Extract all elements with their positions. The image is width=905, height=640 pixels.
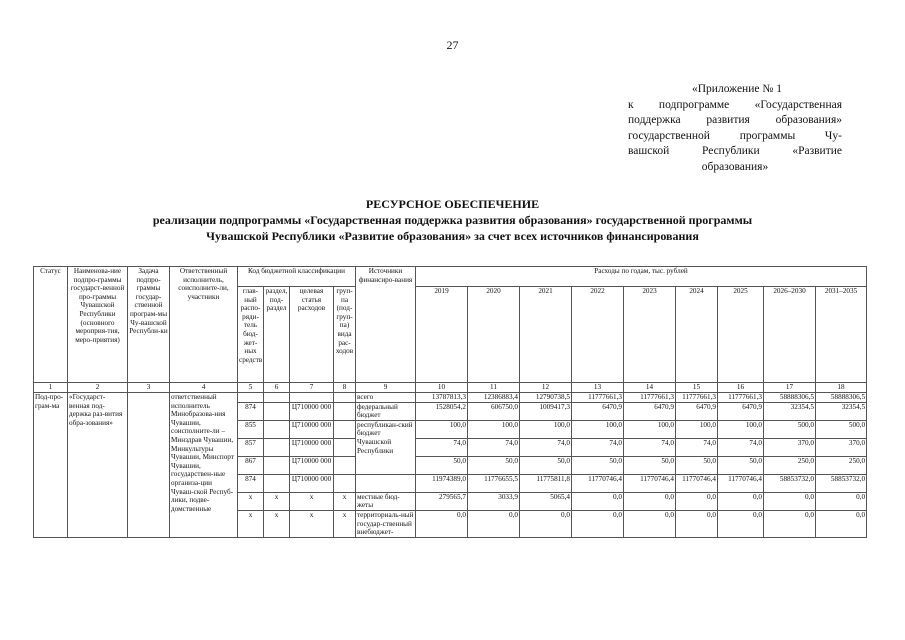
document-title	[0, 196, 905, 244]
source-cell: республикан-ский бюджет Чувашской Республики	[356, 420, 416, 474]
code-cs: Ц710000 000	[290, 420, 334, 438]
expense-value: 50,0	[624, 456, 676, 474]
expense-value: 500,0	[764, 420, 816, 438]
header-year: 2022	[572, 287, 624, 383]
code-rz	[264, 402, 290, 420]
header-year: 2023	[624, 287, 676, 383]
source-cell: территориаль-ный государ-ственный внебюджет-	[356, 510, 416, 537]
expense-value: 0,0	[468, 510, 520, 537]
responsible-cell: ответственный исполнитель Минобразова-ния Чувашии, соисполните-ли – Минздрав Чувашии, Минкультуры Чувашии, Минспорт Чувашии, государствен-ные организа-ции Чуваш-ской Респуб-лики, подве-домственные	[170, 393, 238, 538]
expense-value: 0,0	[816, 510, 867, 537]
code-cs	[290, 393, 334, 403]
column-number: 12	[520, 383, 572, 393]
expense-value: 0,0	[416, 510, 468, 537]
header-name: Наименова-ние подпро-граммы государст-венной про-граммы Чувашской Республики (основного мероприя-тия, меро-приятия)	[68, 267, 128, 383]
expense-value: 0,0	[718, 492, 764, 510]
expense-value: 11974389,0	[416, 474, 468, 492]
header-code-gl: глав-ный распо-ряди-тель бюд-жет-ных средств	[238, 287, 264, 383]
expense-value: 50,0	[416, 456, 468, 474]
expense-value: 250,0	[816, 456, 867, 474]
column-number: 6	[264, 383, 290, 393]
header-sources: Источники финансиро-вания	[356, 267, 416, 383]
expense-value: 74,0	[718, 438, 764, 456]
expense-value: 100,0	[416, 420, 468, 438]
header-budget-code: Код бюджетной классификации	[238, 267, 356, 287]
header-code-cs: целевая статья расходов	[290, 287, 334, 383]
column-number: 3	[128, 383, 170, 393]
code-gl: 874	[238, 474, 264, 492]
expense-value: 58888306,5	[764, 393, 816, 403]
resource-table	[33, 266, 867, 538]
expense-value: 0,0	[676, 492, 718, 510]
expense-value: 50,0	[676, 456, 718, 474]
expense-value: 32354,5	[816, 402, 867, 420]
code-cs: x	[290, 492, 334, 510]
expense-value: 11770746,4	[718, 474, 764, 492]
code-gl: x	[238, 492, 264, 510]
header-expenses: Расходы по годам, тыс. рублей	[416, 267, 867, 287]
expense-value: 74,0	[416, 438, 468, 456]
expense-value: 0,0	[676, 510, 718, 537]
header-code-rz: раздел, под-раздел	[264, 287, 290, 383]
code-cs: Ц710000 000	[290, 438, 334, 456]
column-number: 1	[34, 383, 68, 393]
expense-value: 50,0	[718, 456, 764, 474]
expense-value: 0,0	[718, 510, 764, 537]
column-number: 8	[334, 383, 356, 393]
column-number: 15	[676, 383, 718, 393]
expense-value: 58853732,0	[816, 474, 867, 492]
expense-value: 0,0	[764, 510, 816, 537]
column-number-row	[34, 383, 867, 393]
header-year: 2021	[520, 287, 572, 383]
task-cell	[128, 393, 170, 538]
expense-value: 13787813,3	[416, 393, 468, 403]
expense-value: 11776655,5	[468, 474, 520, 492]
code-rz	[264, 420, 290, 438]
table-row	[34, 393, 867, 403]
header-year: 2024	[676, 287, 718, 383]
expense-value: 74,0	[520, 438, 572, 456]
appendix-line: к подпрограмме «Государственная	[628, 98, 842, 111]
code-gl: x	[238, 510, 264, 537]
code-vr: x	[334, 510, 356, 537]
column-number: 18	[816, 383, 867, 393]
code-cs: Ц710000 000	[290, 474, 334, 492]
expense-value: 32354,5	[764, 402, 816, 420]
code-rz	[264, 393, 290, 403]
expense-value: 6470,9	[676, 402, 718, 420]
expense-value: 370,0	[764, 438, 816, 456]
expense-value: 606750,0	[468, 402, 520, 420]
code-gl: 874	[238, 402, 264, 420]
code-vr	[334, 456, 356, 474]
expense-value: 0,0	[624, 510, 676, 537]
source-cell: федеральный бюджет	[356, 402, 416, 420]
header-year: 2031–2035	[816, 287, 867, 383]
expense-value: 11770746,4	[676, 474, 718, 492]
code-gl: 855	[238, 420, 264, 438]
column-number: 10	[416, 383, 468, 393]
expense-value: 100,0	[676, 420, 718, 438]
code-rz	[264, 438, 290, 456]
code-gl	[238, 393, 264, 403]
expense-value: 0,0	[816, 492, 867, 510]
expense-value: 11777661,3	[572, 393, 624, 403]
expense-value: 11775811,8	[520, 474, 572, 492]
header-year: 2026–2030	[764, 287, 816, 383]
expense-value: 74,0	[572, 438, 624, 456]
appendix-note	[628, 82, 842, 175]
title-line-2: реализации подпрограммы «Государственная поддержка развития образования» государственной программы	[152, 213, 753, 227]
header-task: Задача подпро-граммы государ-ственной програм-мы Чу-вашской Республи-ки	[128, 267, 170, 383]
code-cs: x	[290, 510, 334, 537]
source-cell: всего	[356, 393, 416, 403]
expense-value: 100,0	[624, 420, 676, 438]
header-status: Статус	[34, 267, 68, 383]
expense-value: 370,0	[816, 438, 867, 456]
name-cell: «Государст-венная под-держка раз-вития обра-зования»	[68, 393, 128, 538]
expense-value: 74,0	[624, 438, 676, 456]
expense-value: 100,0	[718, 420, 764, 438]
expense-value: 0,0	[624, 492, 676, 510]
expense-value: 100,0	[520, 420, 572, 438]
code-rz: x	[264, 492, 290, 510]
appendix-line: государственной программы Чу-	[628, 129, 842, 142]
expense-value: 50,0	[572, 456, 624, 474]
header-code-vr: груп-па (под-груп-па) вида рас-ходов	[334, 287, 356, 383]
expense-value: 250,0	[764, 456, 816, 474]
expense-value: 6470,9	[718, 402, 764, 420]
column-number: 14	[624, 383, 676, 393]
appendix-line: «Приложение № 1	[692, 83, 782, 95]
expense-value: 50,0	[468, 456, 520, 474]
expense-value: 279565,7	[416, 492, 468, 510]
expense-value: 74,0	[468, 438, 520, 456]
column-number: 17	[764, 383, 816, 393]
appendix-line: поддержка развития образования»	[628, 114, 842, 126]
column-number: 7	[290, 383, 334, 393]
expense-value: 11777661,3	[718, 393, 764, 403]
code-vr	[334, 393, 356, 403]
code-vr	[334, 420, 356, 438]
source-cell	[356, 474, 416, 492]
code-rz	[264, 474, 290, 492]
code-vr	[334, 402, 356, 420]
header-year: 2025	[718, 287, 764, 383]
expense-value: 50,0	[520, 456, 572, 474]
column-number: 4	[170, 383, 238, 393]
code-vr: x	[334, 492, 356, 510]
column-number: 5	[238, 383, 264, 393]
header-year: 2019	[416, 287, 468, 383]
code-vr	[334, 474, 356, 492]
expense-value: 58888306,5	[816, 393, 867, 403]
title-line-1: РЕСУРСНОЕ ОБЕСПЕЧЕНИЕ	[365, 197, 540, 211]
expense-value: 1009417,3	[520, 402, 572, 420]
expense-value: 6470,9	[624, 402, 676, 420]
column-number: 16	[718, 383, 764, 393]
title-line-3: Чувашской Республики «Развитие образования» за счет всех источников финансирования	[206, 229, 699, 243]
column-number: 9	[356, 383, 416, 393]
code-cs: Ц710000 000	[290, 456, 334, 474]
column-number: 13	[572, 383, 624, 393]
appendix-line: образования»	[701, 160, 769, 173]
column-number: 2	[68, 383, 128, 393]
expense-value: 3033,9	[468, 492, 520, 510]
expense-value: 11770746,4	[624, 474, 676, 492]
header-responsible: Ответственный исполнитель, соисполните-ли, участники	[170, 267, 238, 383]
expense-value: 0,0	[572, 510, 624, 537]
expense-value: 1528054,2	[416, 402, 468, 420]
code-rz	[264, 456, 290, 474]
expense-value: 0,0	[520, 510, 572, 537]
expense-value: 0,0	[764, 492, 816, 510]
code-cs: Ц710000 000	[290, 402, 334, 420]
expense-value: 500,0	[816, 420, 867, 438]
expense-value: 0,0	[572, 492, 624, 510]
appendix-line: вашской Республики «Развитие	[628, 145, 842, 157]
expense-value: 11777661,3	[624, 393, 676, 403]
header-year: 2020	[468, 287, 520, 383]
code-gl: 857	[238, 438, 264, 456]
expense-value: 100,0	[468, 420, 520, 438]
expense-value: 100,0	[572, 420, 624, 438]
code-rz: x	[264, 510, 290, 537]
expense-value: 11777661,3	[676, 393, 718, 403]
expense-value: 11770746,4	[572, 474, 624, 492]
expense-value: 12386883,4	[468, 393, 520, 403]
source-cell: местные бюд-жеты	[356, 492, 416, 510]
page-number: 27	[446, 38, 459, 52]
expense-value: 58853732,0	[764, 474, 816, 492]
status-cell: Под-про-грам-ма	[34, 393, 68, 538]
column-number: 11	[468, 383, 520, 393]
expense-value: 5065,4	[520, 492, 572, 510]
code-vr	[334, 438, 356, 456]
expense-value: 6470,9	[572, 402, 624, 420]
expense-value: 12790738,5	[520, 393, 572, 403]
code-gl: 867	[238, 456, 264, 474]
expense-value: 74,0	[676, 438, 718, 456]
